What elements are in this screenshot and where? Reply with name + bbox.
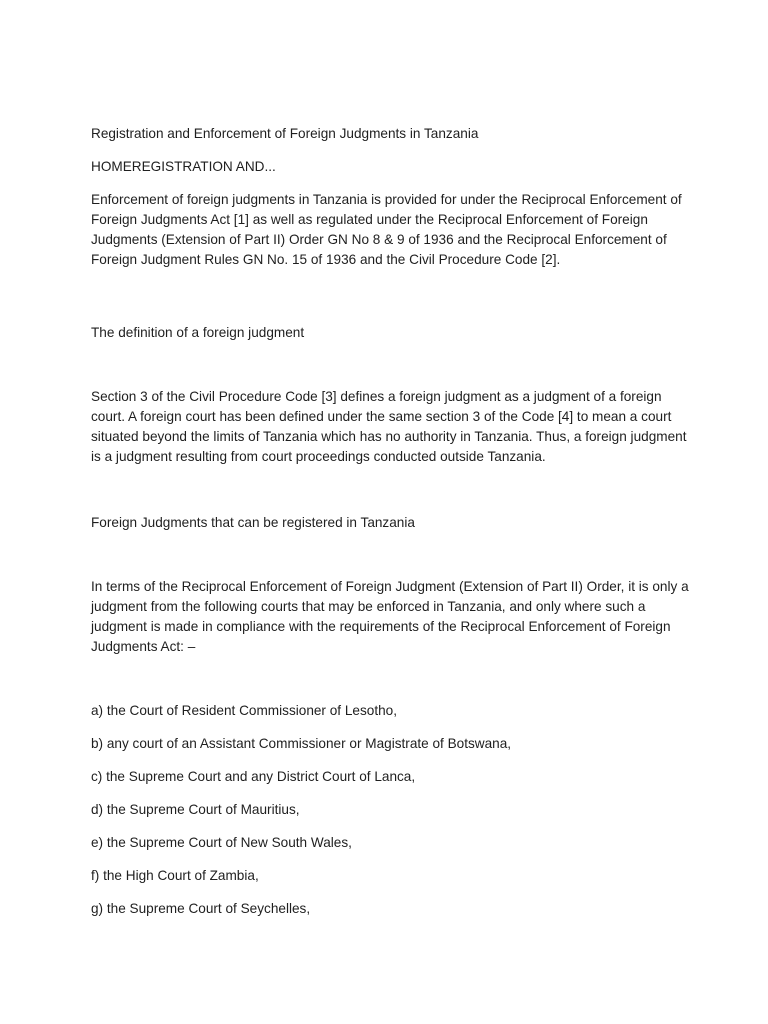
courts-list: [91, 701, 691, 919]
list-item: g) the Supreme Court of Seychelles,: [91, 901, 311, 916]
list-item: a) the Court of Resident Commissioner of Lesotho,: [91, 703, 398, 718]
section-heading-definition: The definition of a foreign judgment: [91, 325, 305, 340]
section-heading-registrable-judgments: Foreign Judgments that can be registered in Tanzania: [91, 515, 415, 530]
document-title: Registration and Enforcement of Foreign Judgments in Tanzania: [91, 126, 479, 141]
registrable-judgments-paragraph: In terms of the Reciprocal Enforcement of Foreign Judgment (Extension of Part II) Order, it is only a judgment from the following courts that may be enforced in Tanzania, and only where such a judgment is made in compliance with the requirements of the Reciprocal Enforcement of Foreign Judgments Act: –: [91, 579, 689, 654]
list-item: e) the Supreme Court of New South Wales,: [91, 835, 352, 850]
list-item: f) the High Court of Zambia,: [91, 868, 259, 883]
list-item: c) the Supreme Court and any District Court of Lanca,: [91, 769, 416, 784]
list-item: b) any court of an Assistant Commissioner or Magistrate of Botswana,: [91, 736, 512, 751]
intro-paragraph: Enforcement of foreign judgments in Tanzania is provided for under the Reciprocal Enforcement of Foreign Judgments Act [1] as well as regulated under the Reciprocal Enforcement of Foreign Judgments (Extension of Part II) Order GN No 8 & 9 of 1936 and the Reciprocal Enforcement of Foreign Judgment Rules GN No. 15 of 1936 and the Civil Procedure Code [2].: [91, 192, 682, 267]
document-page: [91, 124, 691, 932]
list-item: d) the Supreme Court of Mauritius,: [91, 802, 300, 817]
definition-paragraph: Section 3 of the Civil Procedure Code [3] defines a foreign judgment as a judgment of a foreign court. A foreign court has been defined under the same section 3 of the Code [4] to mean a court situated beyond the limits of Tanzania which has no authority in Tanzania. Thus, a foreign judgment is a judgment resulting from court proceedings conducted outside Tanzania.: [91, 389, 687, 464]
breadcrumb: HOMEREGISTRATION AND...: [91, 159, 276, 174]
